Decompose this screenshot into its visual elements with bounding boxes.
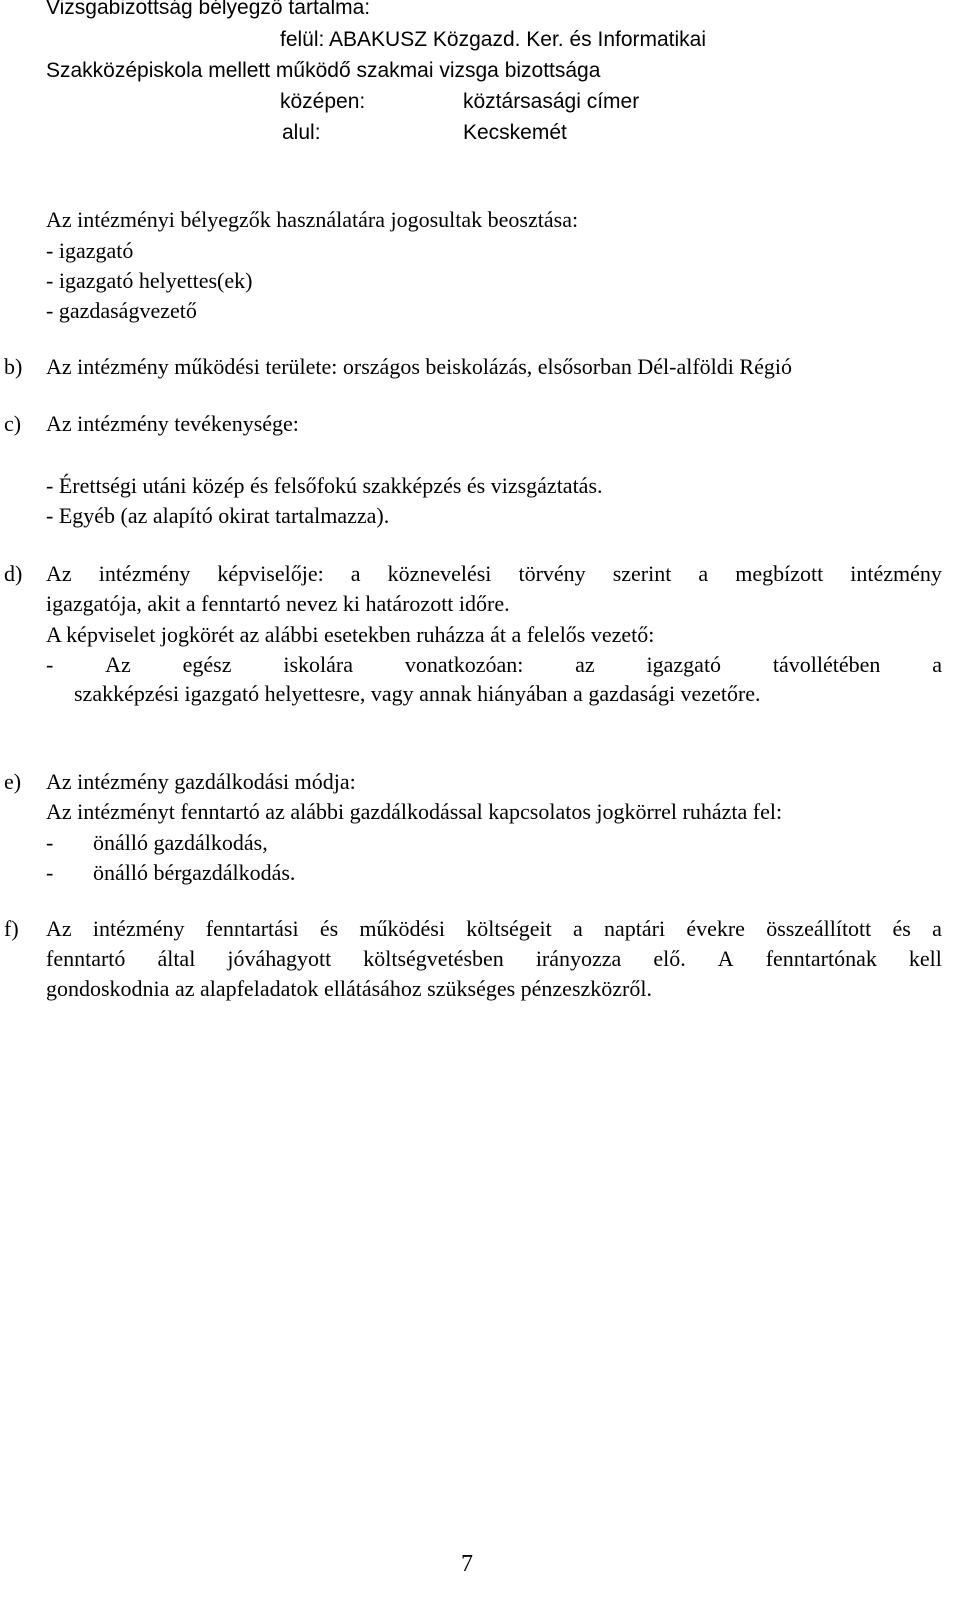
- word: megbízott: [735, 561, 824, 586]
- word: Az: [105, 652, 131, 677]
- section-f-line-3: gondoskodnia az alapfeladatok ellátásához szükséges pénzeszközről.: [46, 976, 652, 1001]
- word: a: [350, 561, 361, 586]
- section-b-text: Az intézmény működési területe: országos beiskolázás, elsősorban Dél-alföldi Régió: [46, 354, 792, 379]
- word: kell: [908, 946, 942, 971]
- stamp-top-continuation: Szakközépiskola mellett működő szakmai vizsga bizottsága: [46, 59, 601, 82]
- section-e-item-dash: -: [46, 830, 54, 855]
- section-d-line-5: szakképzési igazgató helyettesre, vagy annak hiányában a gazdasági vezetőre.: [74, 681, 761, 706]
- section-e-heading: Az intézmény gazdálkodási módja:: [46, 769, 356, 794]
- word: és: [892, 916, 911, 941]
- word: naptári: [604, 916, 666, 941]
- section-b-marker: b): [4, 354, 23, 379]
- word: az: [575, 652, 595, 677]
- stamp-top-label: felül: ABAKUSZ Közgazd. Ker. és Informatikai: [280, 28, 707, 51]
- word: és: [319, 916, 339, 941]
- word: iskolára: [283, 652, 353, 677]
- word: törvény: [518, 561, 586, 586]
- word: költségvetésben: [363, 946, 504, 971]
- section-c-item: - Egyéb (az alapító okirat tartalmazza).: [46, 503, 390, 528]
- word: fenntartó: [46, 946, 126, 971]
- section-e-item: önálló gazdálkodás,: [93, 830, 268, 855]
- section-f-line-2: [46, 945, 942, 973]
- word: köznevelési: [387, 561, 492, 586]
- word: működési: [359, 916, 445, 941]
- word: költségeit: [466, 916, 552, 941]
- word: egész: [182, 652, 232, 677]
- word: képviselője:: [217, 561, 324, 586]
- word: a: [932, 652, 942, 677]
- section-c-item: - Érettségi utáni közép és felsőfokú szakképzés és vizsgáztatás.: [46, 473, 603, 498]
- section-e-item: önálló bérgazdálkodás.: [93, 860, 296, 885]
- word: elő.: [653, 946, 686, 971]
- word: fenntartási: [205, 916, 299, 941]
- section-c-marker: c): [4, 411, 22, 436]
- authorized-item: - igazgató helyettes(ek): [46, 268, 253, 293]
- stamp-bottom-label: alul:: [282, 121, 321, 144]
- page-number: 7: [461, 1551, 473, 1577]
- word: Az: [46, 561, 72, 586]
- word: összeállított: [766, 916, 872, 941]
- stamp-middle-label: középen:: [280, 90, 366, 113]
- section-c-heading: Az intézmény tevékenysége:: [46, 411, 299, 436]
- section-e-line-2: Az intézményt fenntartó az alábbi gazdálkodással kapcsolatos jogkörrel ruházta fel:: [46, 799, 783, 824]
- word: a: [932, 916, 942, 941]
- section-d-line-1: [46, 560, 942, 588]
- section-e-item-dash: -: [46, 860, 54, 885]
- word: a: [573, 916, 583, 941]
- authorized-item: - gazdaságvezető: [46, 298, 197, 323]
- stamp-bottom-value: Kecskemét: [463, 121, 567, 144]
- word: Az: [46, 916, 72, 941]
- word: évekre: [686, 916, 745, 941]
- stamp-middle-value: köztársasági címer: [463, 90, 640, 113]
- word: vonatkozóan:: [404, 652, 524, 677]
- authorized-heading: Az intézményi bélyegzők használatára jogosultak beosztása:: [46, 207, 579, 232]
- section-d-marker: d): [4, 561, 23, 586]
- word: A: [717, 946, 734, 971]
- word: intézmény: [98, 561, 191, 586]
- word: igazgató: [646, 652, 722, 677]
- authorized-item: - igazgató: [46, 238, 134, 263]
- word: jóváhagyott: [227, 946, 332, 971]
- word: a: [698, 561, 709, 586]
- word: intézmény: [850, 561, 942, 586]
- section-f-line-1: [46, 915, 942, 943]
- word: szerint: [612, 561, 672, 586]
- word: által: [157, 946, 196, 971]
- section-f-marker: f): [4, 916, 19, 941]
- section-d-line-2: igazgatója, akit a fenntartó nevez ki határozott időre.: [46, 591, 510, 616]
- word: -: [46, 652, 54, 677]
- stamp-heading: Vizsgabizottság bélyegző tartalma:: [46, 0, 371, 19]
- section-d-line-3: A képviselet jogkörét az alábbi esetekben ruházza át a felelős vezető:: [46, 622, 655, 647]
- word: fenntartónak: [765, 946, 877, 971]
- word: irányozza: [535, 946, 622, 971]
- section-e-marker: e): [4, 769, 22, 794]
- section-d-line-4: [46, 651, 942, 679]
- word: távollétében: [772, 652, 881, 677]
- word: intézmény: [92, 916, 185, 941]
